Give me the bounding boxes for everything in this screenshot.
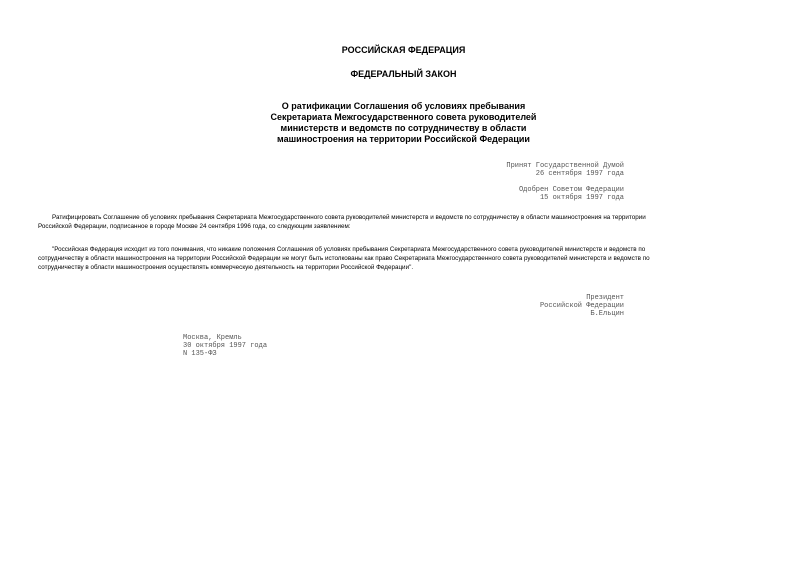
adopted-label: Принят Государственной Думой [506,162,624,170]
approved-label: Одобрен Советом Федерации [518,186,624,194]
body-paragraph-ratification [38,213,767,231]
signing-place: Москва, Кремль [183,334,242,342]
law-type-heading: ФЕДЕРАЛЬНЫЙ ЗАКОН [350,69,457,79]
signature-block [540,294,624,318]
signing-date: 30 октября 1997 года [183,342,268,350]
signatory-title: Президент [586,294,624,302]
approved-date: 15 октября 1997 года [539,194,624,202]
paragraph-line: Российской Федерации, подписанное в городе Москве 24 сентября 1996 года, со следующим заявлением: [38,223,351,230]
paragraph-line: сотрудничеству в области машиностроения на территории Российской Федерации не могут быть истолкованы как право Секретариата Межгосударственного совета руководителей министерств и ведомств по [38,255,650,262]
law-title-line: машиностроения на территории Российской Федерации [277,134,530,144]
paragraph-line: сотрудничеству в области машиностроения осуществлять коммерческую деятельность на территории Российской Федерации". [38,264,414,271]
paragraph-line: "Российская Федерация исходит из того понимания, что никакие положения Соглашения об условиях пребывания Секретариата Межгосударственного совета руководителей министерств и ведомств по [52,246,646,253]
law-number: N 135-ФЗ [183,350,217,358]
approved-by-council [519,186,624,202]
law-title-line: О ратификации Соглашения об условиях пребывания [281,101,526,111]
law-title-line: Секретариата Межгосударственного совета руководителей [270,112,537,122]
signatory-country: Российской Федерации [539,302,624,310]
law-title [0,101,807,145]
law-title-line: министерств и ведомств по сотрудничеству в области [280,123,527,133]
country-heading: РОССИЙСКАЯ ФЕДЕРАЦИЯ [341,45,466,55]
paragraph-line: Ратифицировать Соглашение об условиях пребывания Секретариата Межгосударственного совета руководителей министерств и ведомств по сотрудничеству в области машиностроения на территории [52,214,646,221]
place-date-block [183,334,267,358]
adopted-date: 26 сентября 1997 года [535,170,624,178]
adopted-by-duma [506,162,624,178]
body-paragraph-statement [38,245,767,272]
signatory-name: Б.Ельцин [590,310,624,318]
